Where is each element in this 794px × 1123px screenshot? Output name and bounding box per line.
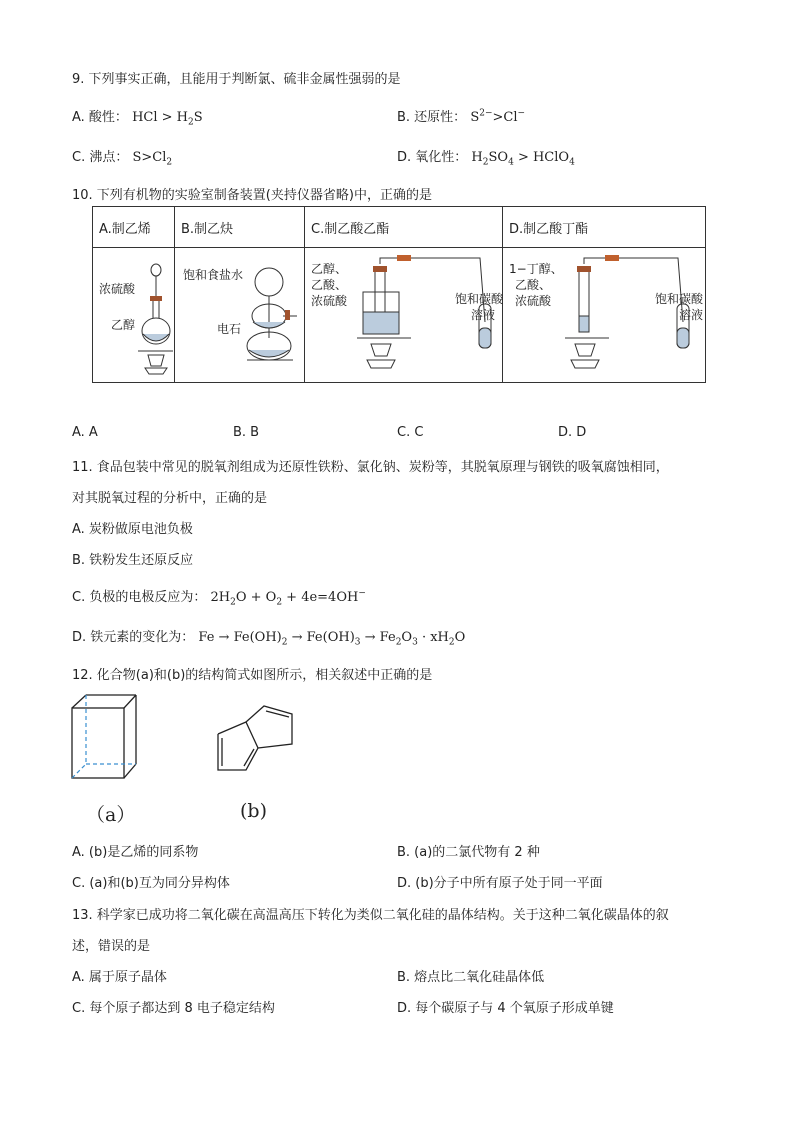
q10-diagram-a (93, 248, 175, 383)
q10-label-c-acetic: 乙酸、 (311, 278, 348, 292)
q10-label-ethanol: 乙醇 (111, 318, 136, 332)
q10-option-b[interactable]: B. B (233, 425, 260, 440)
q10-diagram-b (175, 248, 305, 383)
q10-label-brine: 饱和食盐水 (183, 268, 244, 282)
q11-stem-line1: 11. 食品包装中常见的脱氧剂组成为还原性铁粉、氯化钠、炭粉等，其脱氧原理与钢铁的吸氧腐蚀相同， (72, 460, 669, 475)
q11-option-a[interactable]: A. 炭粉做原电池负极 (72, 522, 193, 537)
q10-apparatus-table (92, 206, 706, 383)
q10-header-d: D.制乙酸丁酯 (503, 207, 706, 248)
q12-structure-b-bicyclic (208, 700, 306, 780)
q9-option-a-formula: HCl > $H_2S$ (132, 110, 203, 128)
q13-option-d[interactable]: D. 每个碳原子与 4 个氧原子形成单键 (397, 1001, 614, 1016)
q13-option-c[interactable]: C. 每个原子都达到 8 电子稳定结构 (72, 1001, 275, 1016)
q12-option-d[interactable]: D. (b)分子中所有原子处于同一平面 (397, 876, 603, 891)
q10-header-c: C.制乙酸乙酯 (305, 207, 503, 248)
q11-option-c-formula: $2H_2O + O_2 + 4e=4OH^-$ (210, 588, 366, 608)
q9-option-d-formula: $H_2SO_4$ > HClO$_4$ (471, 150, 575, 168)
q13-option-a[interactable]: A. 属于原子晶体 (72, 970, 167, 985)
q9-option-c[interactable] (72, 146, 172, 168)
q12-label-b: (b) (240, 800, 267, 822)
q10-label-d-butanol: 1−丁醇、 (509, 262, 563, 276)
q10-option-a[interactable]: A. A (72, 425, 98, 440)
q10-option-d[interactable]: D. D (558, 425, 587, 440)
q10-label-c-sulfuric: 浓硫酸 (311, 294, 348, 308)
q13-option-b[interactable]: B. 熔点比二氧化硅晶体低 (397, 970, 545, 985)
q9-option-b[interactable] (397, 106, 525, 125)
q13-stem-line2: 述，错误的是 (72, 939, 151, 954)
q12-option-b[interactable]: B. (a)的二氯代物有 2 种 (397, 845, 540, 860)
q9-option-a[interactable] (72, 106, 203, 128)
q10-label-c-ethanol: 乙醇、 (311, 262, 348, 276)
q10-label-conc-sulfuric: 浓硫酸 (99, 282, 136, 296)
q10-diagram-d (503, 248, 706, 383)
q11-option-c-label: C. 负极的电极反应为： (72, 590, 207, 605)
q10-label-d-acetic: 乙酸、 (515, 278, 552, 292)
q9-option-b-label: B. 还原性： (397, 110, 467, 125)
q11-option-d-formula: $Fe \to Fe(OH)_2 \to Fe(OH)_3 \to Fe_2O_3 \cdot xH_2O$ (198, 630, 466, 648)
q12-option-c[interactable]: C. (a)和(b)互为同分异构体 (72, 876, 230, 891)
q11-option-d-label: D. 铁元素的变化为： (72, 630, 195, 645)
q9-option-d-label: D. 氧化性： (397, 150, 468, 165)
q9-option-c-formula: $S>Cl_2$ (132, 150, 173, 168)
q11-option-c[interactable] (72, 586, 366, 608)
q11-stem-line2: 对其脱氧过程的分析中，正确的是 (72, 491, 268, 506)
q9-stem: 9. 下列事实正确，且能用于判断氯、硫非金属性强弱的是 (72, 72, 401, 87)
q10-apparatus-a-drawing (133, 258, 173, 378)
q12-stem: 12. 化合物(a)和(b)的结构简式如图所示，相关叙述中正确的是 (72, 668, 433, 683)
q11-option-d[interactable] (72, 626, 465, 648)
q10-diagram-c (305, 248, 503, 383)
q12-option-a[interactable]: A. (b)是乙烯的同系物 (72, 845, 199, 860)
q10-stem: 10. 下列有机物的实验室制备装置(夹持仪器省略)中，正确的是 (72, 188, 432, 203)
q12-label-a: （a） (86, 804, 136, 826)
q10-header-b: B.制乙炔 (175, 207, 305, 248)
q12-structure-a-cubane (68, 692, 142, 784)
q10-apparatus-c-drawing (355, 252, 495, 380)
q10-option-c[interactable]: C. C (397, 425, 424, 440)
q11-option-b[interactable]: B. 铁粉发生还原反应 (72, 553, 194, 568)
q9-option-d[interactable] (397, 146, 575, 168)
q10-label-d-solution: 溶液 (679, 308, 704, 322)
q10-label-c-solution: 溶液 (471, 308, 496, 322)
q10-label-d-sulfuric: 浓硫酸 (515, 294, 552, 308)
q13-stem-line1: 13. 科学家已成功将二氧化碳在高温高压下转化为类似二氧化硅的晶体结构。关于这种二氧化碳晶体的叙 (72, 908, 669, 923)
q9-option-b-formula: $S^{2-}>Cl^-$ (470, 108, 526, 125)
q10-label-calcium-carbide: 电石 (217, 322, 242, 336)
q10-header-a: A.制乙烯 (93, 207, 175, 248)
q9-option-c-label: C. 沸点： (72, 150, 129, 165)
q10-apparatus-b-drawing (245, 258, 297, 368)
q10-label-d-carbonate: 饱和碳酸 (655, 292, 704, 306)
q9-option-a-label: A. 酸性： (72, 110, 128, 125)
q10-label-c-carbonate: 饱和碳酸 (455, 292, 504, 306)
q10-apparatus-d-drawing (563, 252, 693, 380)
